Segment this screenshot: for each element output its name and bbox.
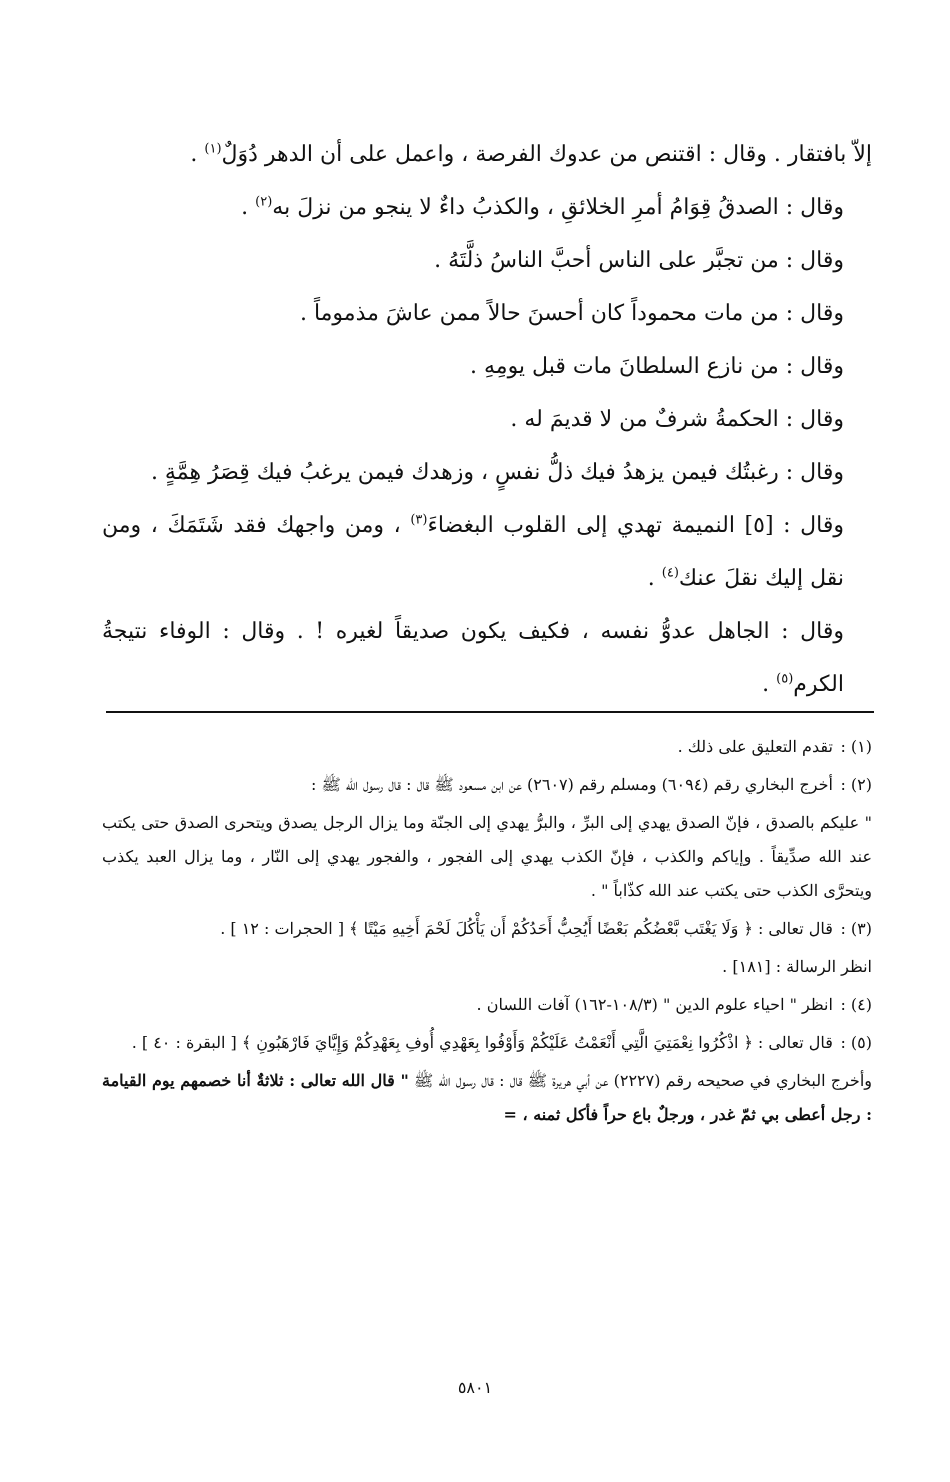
paragraph-8: وقال : [٥] النميمة تهدي إلى القلوب البغضاءَ$^{(٣)}$ ، ومن واجهك فقد شَتَمَكَ ، ومن نقل إليك نقلَ عنك$^{(٤)}$ . [102,512,844,591]
paragraph-6: وقال : الحكمةُ شرفٌ من لا قديمَ له . [510,407,844,432]
footnote-1 [102,730,872,764]
footnote-text: قال تعالى : ﴿ اذْكُرُوا نِعْمَتِيَ الَّتِي أَنْعَمْتُ عَلَيْكُمْ وَأَوْفُوا بِعَهْدِي أُوفِ بِعَهْدِكُمْ وَإِيَّايَ فَارْهَبُونِ ﴾ [ البقرة : ٤٠ ] . [131,1033,833,1052]
footnote-text: قال تعالى : ﴿ وَلَا يَغْتَب بَّعْضُكُم بَعْضًا أَيُحِبُّ أَحَدُكُمْ أَن يَأْكُلَ لَحْمَ أَخِيهِ مَيْتًا ﴾ [ الحجرات : ١٢ ] . [220,919,833,938]
paragraph-4: وقال : من مات محموداً كان أحسنَ حالاً ممن عاشَ مذموماً . [299,301,844,326]
footnote-5 [102,1026,872,1060]
footnote-text: تقدم التعليق على ذلك . [677,737,833,756]
paragraph-1: إلاّ بافتقار . وقال : اقتنص من عدوك الفرصة ، واعمل على أن الدهر دُوَلٌ$^{(١)}$ . [190,141,872,167]
main-text [102,128,872,711]
footnote-ref-5[interactable]: (٥) [776,671,794,687]
paragraph-3: وقال : من تجبَّر على الناس أحبَّ الناسُ ذلَّتَهُ . [434,248,844,273]
hadith-quote: " عليكم بالصدق ، فإنّ الصدق يهدي إلى البرِّ ، والبرُّ يهدي إلى الجنّة وما يزال الرجل يصدق ويتحرى الصدق حتى يكتب عند الله صدِّيقاً . وإياكم والكذب ، فإنّ الكذب يهدي إلى الفجور ، والفجور يهدي إلى النّار ، وما يزال العبد يكذب ويتحرَّى الكذب حتى يكتب عند الله كذّاباً " . [102,813,872,900]
footnote-ref-2[interactable]: (٢) [255,194,273,210]
footnotes [102,730,872,1136]
hadith-quote: " قال الله تعالى : ثلاثةٌ أنا خصمهم يوم القيامة : رجل أعطى بي ثمّ غدر ، ورجلٌ باع حراً فأكل ثمنه ، = [102,1071,872,1124]
paragraph-5: وقال : من نازع السلطانَ مات قبل يومِهِ . [470,354,844,379]
footnote-number: (١) : [840,737,872,756]
footnote-text: انظر " احياء علوم الدين " (١٠٨/٣-١٦٢) آفات اللسان . [476,995,833,1014]
paragraph-2: وقال : الصدقُ قِوَامُ أمرِ الخلائقِ ، والكذبُ داءٌ لا ينجو من نزلَ به$^{(٢)}$ . [241,194,844,220]
footnote-number: (٢) : [840,775,872,794]
page-number: ٥٨٠١ [457,1378,493,1397]
paragraph-9: وقال : الجاهل عدوُّ نفسه ، فكيف يكون صديقاً لغيره ! . وقال : الوفاء نتيجةُ الكرم$^{(٥)}$ . [102,619,844,697]
footnote-sub: انظر الرسالة : [١٨١] . [722,957,872,976]
footnote-number: (٤) : [840,995,872,1014]
footnote-divider [106,711,874,713]
footnote-4 [102,988,872,1022]
footnote-ref-1[interactable]: (١) [204,141,222,157]
footnote-number: (٥) : [840,1033,872,1052]
footnote-2 [102,768,872,802]
footnote-ref-3[interactable]: (٣) [410,512,428,528]
footnote-sub: وأخرج البخاري في صحيحه رقم (٢٢٢٧) عن أبي هريرة ﷺ قال : قال رسول الله ﷺ " قال الله تعالى : ثلاثةٌ أنا خصمهم يوم القيامة : رجل أعطى بي ثمّ غدر ، ورجلٌ باع حراً فأكل ثمنه ، = [102,1071,872,1124]
footnote-text: أخرج البخاري رقم (٦٠٩٤) ومسلم رقم (٢٦٠٧) عن ابن مسعود ﷺ قال : قال رسول الله ﷺ : [311,775,833,794]
footnote-3 [102,912,872,946]
footnote-ref-4[interactable]: (٤) [661,565,679,581]
footnote-number: (٣) : [840,919,872,938]
paragraph-7: وقال : رغبتُك فيمن يزهدُ فيك ذلُّ نفسٍ ، وزهدك فيمن يرغبُ فيك قِصَرُ هِمَّةٍ . [150,460,844,485]
